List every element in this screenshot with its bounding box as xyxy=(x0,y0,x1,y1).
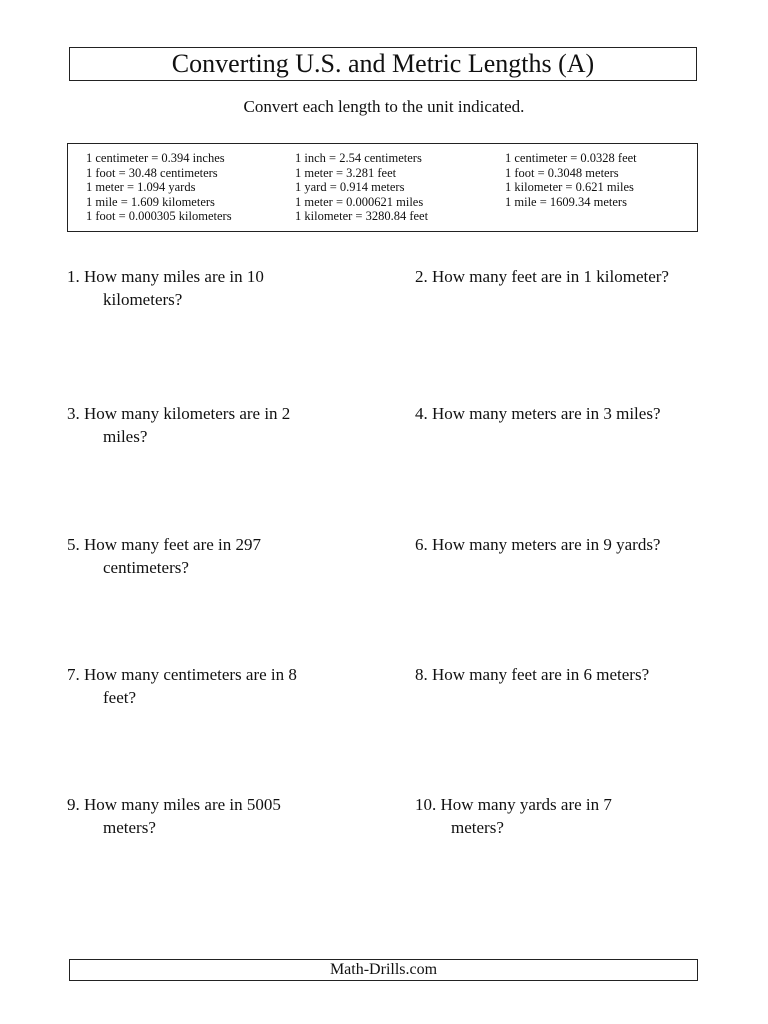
problem-text-continued: meters? xyxy=(103,818,156,837)
reference-fact: 1 meter = 0.000621 miles xyxy=(295,194,424,209)
problem-text-continued: feet? xyxy=(103,688,137,707)
reference-column-2 xyxy=(295,151,428,224)
problem-number: 10. xyxy=(415,795,437,814)
title-box xyxy=(69,47,697,81)
problem-9 xyxy=(67,793,281,839)
reference-fact: 1 kilometer = 3280.84 feet xyxy=(295,209,429,224)
problem-text: How many feet are in 1 kilometer? xyxy=(432,267,669,286)
problem-number: 1. xyxy=(67,267,80,286)
reference-fact: 1 centimeter = 0.0328 feet xyxy=(505,151,637,165)
problem-text: How many yards are in 7 xyxy=(440,795,612,814)
problem-text: How many meters are in 9 yards? xyxy=(432,535,661,554)
problem-text: How many centimeters are in 8 xyxy=(84,665,297,684)
problem-text-continued: meters? xyxy=(451,818,504,837)
reference-fact: 1 meter = 1.094 yards xyxy=(86,180,196,195)
reference-fact: 1 mile = 1609.34 meters xyxy=(505,194,627,209)
footer-site-name: Math-Drills.com xyxy=(329,961,438,978)
problem-number: 6. xyxy=(415,535,428,554)
problem-5 xyxy=(67,533,261,579)
problem-number: 3. xyxy=(67,404,80,423)
reference-fact: 1 mile = 1.609 kilometers xyxy=(86,194,215,209)
problem-text: How many feet are in 297 xyxy=(84,535,262,554)
reference-column-3 xyxy=(505,151,637,209)
problem-7 xyxy=(67,663,297,709)
worksheet-title: Converting U.S. and Metric Lengths (A) xyxy=(171,49,595,78)
problem-text: How many kilometers are in 2 xyxy=(84,404,291,423)
problem-number: 2. xyxy=(415,267,428,286)
problem-8 xyxy=(415,663,649,686)
problem-number: 7. xyxy=(67,665,80,684)
problem-number: 5. xyxy=(67,535,80,554)
reference-fact: 1 foot = 0.3048 meters xyxy=(505,165,619,180)
problem-text: How many feet are in 6 meters? xyxy=(432,665,650,684)
reference-fact: 1 meter = 3.281 feet xyxy=(295,165,397,180)
problem-2 xyxy=(415,265,669,288)
problem-number: 8. xyxy=(415,665,428,684)
problem-3 xyxy=(67,402,290,448)
reference-fact: 1 centimeter = 0.394 inches xyxy=(86,151,225,165)
footer-box xyxy=(69,959,698,981)
problem-4 xyxy=(415,402,661,425)
problem-text-continued: kilometers? xyxy=(103,290,183,309)
problem-number: 9. xyxy=(67,795,80,814)
reference-fact: 1 foot = 30.48 centimeters xyxy=(86,165,218,180)
conversion-reference-box xyxy=(67,143,698,232)
reference-fact: 1 foot = 0.000305 kilometers xyxy=(86,209,232,224)
reference-fact: 1 yard = 0.914 meters xyxy=(295,180,405,195)
problem-text-continued: miles? xyxy=(103,427,148,446)
reference-fact: 1 inch = 2.54 centimeters xyxy=(295,151,422,165)
problem-text: How many meters are in 3 miles? xyxy=(432,404,661,423)
problem-text-continued: centimeters? xyxy=(103,558,189,577)
problem-6 xyxy=(415,533,660,556)
reference-fact: 1 kilometer = 0.621 miles xyxy=(505,180,634,195)
problem-number: 4. xyxy=(415,404,428,423)
instructions: Convert each length to the unit indicated. xyxy=(243,97,525,116)
problem-text: How many miles are in 5005 xyxy=(84,795,281,814)
problem-10 xyxy=(415,793,612,839)
problem-text: How many miles are in 10 xyxy=(84,267,264,286)
problem-1 xyxy=(67,265,264,311)
reference-column-1 xyxy=(86,151,232,224)
